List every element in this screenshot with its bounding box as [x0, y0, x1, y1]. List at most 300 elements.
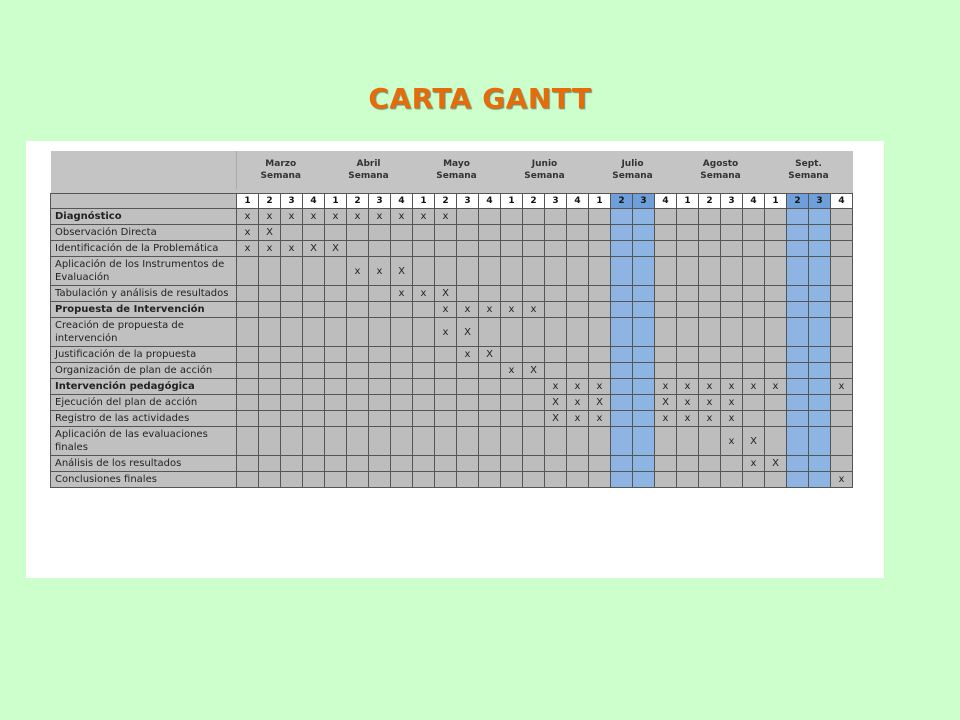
schedule-cell: x	[677, 379, 699, 395]
schedule-cell	[325, 347, 347, 363]
schedule-cell	[721, 318, 743, 347]
schedule-cell	[303, 427, 325, 456]
schedule-cell	[303, 379, 325, 395]
schedule-cell: x	[743, 379, 765, 395]
schedule-cell	[721, 456, 743, 472]
schedule-cell	[479, 363, 501, 379]
schedule-cell	[831, 456, 853, 472]
schedule-cell	[501, 241, 523, 257]
week-number: 2	[699, 194, 721, 209]
schedule-cell	[435, 456, 457, 472]
schedule-cell	[545, 363, 567, 379]
schedule-cell	[589, 209, 611, 225]
schedule-cell	[479, 225, 501, 241]
section-label: Diagnóstico	[51, 209, 237, 225]
week-number: 4	[303, 194, 325, 209]
schedule-cell	[831, 427, 853, 456]
schedule-cell	[787, 241, 809, 257]
schedule-cell	[369, 241, 391, 257]
schedule-cell: X	[545, 395, 567, 411]
schedule-cell	[303, 363, 325, 379]
schedule-cell	[281, 286, 303, 302]
schedule-cell	[391, 472, 413, 488]
week-number: 3	[633, 194, 655, 209]
schedule-cell	[831, 363, 853, 379]
schedule-cell	[391, 395, 413, 411]
schedule-cell	[457, 395, 479, 411]
schedule-cell	[457, 257, 479, 286]
schedule-cell	[633, 456, 655, 472]
activity-label: Ejecución del plan de acción	[51, 395, 237, 411]
schedule-cell: x	[699, 411, 721, 427]
schedule-cell	[611, 209, 633, 225]
schedule-cell	[325, 379, 347, 395]
section-label: Intervención pedagógica	[51, 379, 237, 395]
schedule-cell	[369, 318, 391, 347]
schedule-cell	[765, 347, 787, 363]
schedule-cell	[765, 241, 787, 257]
activity-label: Análisis de los resultados	[51, 456, 237, 472]
schedule-cell	[699, 286, 721, 302]
schedule-cell	[611, 241, 633, 257]
schedule-cell	[611, 347, 633, 363]
schedule-cell	[457, 225, 479, 241]
week-number: 2	[347, 194, 369, 209]
schedule-cell	[523, 347, 545, 363]
schedule-cell	[787, 286, 809, 302]
schedule-cell: x	[325, 209, 347, 225]
schedule-cell	[677, 302, 699, 318]
schedule-cell: x	[501, 363, 523, 379]
schedule-cell	[743, 472, 765, 488]
schedule-cell	[369, 472, 391, 488]
schedule-cell	[413, 411, 435, 427]
schedule-cell	[281, 456, 303, 472]
month-subtitle: Semana	[436, 171, 477, 181]
schedule-cell	[809, 318, 831, 347]
schedule-cell	[633, 225, 655, 241]
schedule-cell: x	[435, 209, 457, 225]
schedule-cell	[281, 395, 303, 411]
schedule-cell	[369, 286, 391, 302]
schedule-cell	[545, 209, 567, 225]
schedule-cell	[303, 318, 325, 347]
schedule-cell	[809, 241, 831, 257]
schedule-cell: X	[391, 257, 413, 286]
schedule-cell	[369, 225, 391, 241]
schedule-cell	[237, 347, 259, 363]
schedule-cell	[611, 379, 633, 395]
schedule-cell	[743, 347, 765, 363]
schedule-cell	[479, 209, 501, 225]
schedule-cell	[523, 379, 545, 395]
schedule-cell	[237, 411, 259, 427]
schedule-cell: x	[765, 379, 787, 395]
schedule-cell	[523, 225, 545, 241]
schedule-cell	[633, 209, 655, 225]
schedule-cell	[369, 456, 391, 472]
schedule-cell	[303, 395, 325, 411]
schedule-cell	[699, 456, 721, 472]
schedule-cell	[479, 472, 501, 488]
schedule-cell: x	[523, 302, 545, 318]
month-subtitle: Semana	[788, 171, 829, 181]
schedule-cell	[523, 456, 545, 472]
schedule-cell	[831, 318, 853, 347]
schedule-cell	[281, 318, 303, 347]
schedule-cell: x	[699, 379, 721, 395]
schedule-cell	[699, 302, 721, 318]
schedule-cell: X	[325, 241, 347, 257]
schedule-cell	[237, 379, 259, 395]
schedule-cell: x	[831, 379, 853, 395]
schedule-cell: x	[281, 241, 303, 257]
schedule-cell	[787, 456, 809, 472]
month-header	[677, 151, 765, 189]
schedule-cell	[743, 209, 765, 225]
schedule-cell	[743, 302, 765, 318]
schedule-cell	[699, 363, 721, 379]
schedule-cell	[743, 286, 765, 302]
week-number: 3	[281, 194, 303, 209]
month-name: Julio	[621, 159, 644, 169]
schedule-cell	[435, 225, 457, 241]
schedule-cell	[347, 456, 369, 472]
schedule-cell	[611, 472, 633, 488]
schedule-cell	[699, 318, 721, 347]
schedule-cell	[655, 302, 677, 318]
schedule-cell	[677, 241, 699, 257]
schedule-cell: X	[435, 286, 457, 302]
schedule-cell	[413, 456, 435, 472]
schedule-cell	[347, 318, 369, 347]
schedule-cell: x	[435, 318, 457, 347]
schedule-cell	[259, 456, 281, 472]
schedule-cell: x	[743, 456, 765, 472]
month-name: Junio	[531, 159, 558, 169]
schedule-cell	[831, 347, 853, 363]
schedule-cell	[721, 347, 743, 363]
schedule-cell	[501, 395, 523, 411]
schedule-cell	[435, 427, 457, 456]
schedule-cell	[281, 363, 303, 379]
schedule-cell	[743, 395, 765, 411]
week-number: 1	[325, 194, 347, 209]
header-corner	[51, 151, 237, 189]
schedule-cell	[677, 363, 699, 379]
schedule-cell	[325, 225, 347, 241]
schedule-cell	[479, 241, 501, 257]
schedule-cell	[699, 225, 721, 241]
schedule-cell	[523, 209, 545, 225]
activity-row	[51, 302, 853, 318]
schedule-cell	[633, 241, 655, 257]
week-number: 4	[831, 194, 853, 209]
schedule-cell: X	[303, 241, 325, 257]
schedule-cell: x	[545, 379, 567, 395]
schedule-cell	[655, 347, 677, 363]
activity-label: Observación Directa	[51, 225, 237, 241]
week-number: 3	[369, 194, 391, 209]
schedule-cell	[479, 427, 501, 456]
schedule-cell: x	[677, 395, 699, 411]
schedule-cell	[369, 302, 391, 318]
schedule-cell	[501, 456, 523, 472]
schedule-cell	[809, 286, 831, 302]
schedule-cell	[721, 302, 743, 318]
schedule-cell	[523, 318, 545, 347]
schedule-cell	[699, 241, 721, 257]
section-label: Propuesta de Intervención	[51, 302, 237, 318]
schedule-cell	[589, 456, 611, 472]
schedule-cell	[633, 395, 655, 411]
schedule-cell	[413, 318, 435, 347]
schedule-cell	[567, 241, 589, 257]
gantt-table	[50, 151, 853, 488]
schedule-cell	[567, 209, 589, 225]
schedule-cell	[677, 286, 699, 302]
schedule-cell	[721, 286, 743, 302]
schedule-cell	[567, 302, 589, 318]
week-number: 4	[479, 194, 501, 209]
week-number: 3	[809, 194, 831, 209]
schedule-cell: x	[303, 209, 325, 225]
schedule-cell	[523, 241, 545, 257]
schedule-cell: x	[655, 379, 677, 395]
schedule-cell	[237, 286, 259, 302]
schedule-cell	[347, 225, 369, 241]
activity-row	[51, 318, 853, 347]
schedule-cell	[259, 472, 281, 488]
schedule-cell	[413, 347, 435, 363]
schedule-cell: X	[479, 347, 501, 363]
schedule-cell	[435, 411, 457, 427]
schedule-cell	[545, 318, 567, 347]
schedule-cell	[721, 257, 743, 286]
schedule-cell: x	[237, 209, 259, 225]
schedule-cell: x	[391, 209, 413, 225]
schedule-cell	[435, 241, 457, 257]
schedule-cell: x	[259, 209, 281, 225]
schedule-cell	[369, 395, 391, 411]
schedule-cell: x	[721, 395, 743, 411]
schedule-cell	[611, 363, 633, 379]
schedule-cell	[633, 427, 655, 456]
schedule-cell	[787, 411, 809, 427]
schedule-cell	[809, 456, 831, 472]
schedule-cell	[479, 456, 501, 472]
schedule-cell: X	[457, 318, 479, 347]
schedule-cell: x	[259, 241, 281, 257]
schedule-cell	[787, 347, 809, 363]
schedule-cell	[633, 347, 655, 363]
schedule-cell	[369, 411, 391, 427]
schedule-cell	[831, 411, 853, 427]
activity-label: Aplicación de los Instrumentos de Evaluación	[51, 257, 237, 286]
activity-row	[51, 209, 853, 225]
schedule-cell	[611, 286, 633, 302]
schedule-cell	[809, 347, 831, 363]
schedule-cell	[303, 225, 325, 241]
schedule-cell: x	[677, 411, 699, 427]
schedule-cell	[457, 379, 479, 395]
schedule-cell	[721, 363, 743, 379]
week-number: 3	[721, 194, 743, 209]
week-number: 1	[413, 194, 435, 209]
page-title: CARTA GANTT	[368, 82, 592, 115]
schedule-cell	[479, 318, 501, 347]
activity-label: Identificación de la Problemática	[51, 241, 237, 257]
month-subtitle: Semana	[348, 171, 389, 181]
schedule-cell	[677, 257, 699, 286]
schedule-cell	[765, 302, 787, 318]
schedule-cell	[259, 318, 281, 347]
schedule-cell	[765, 257, 787, 286]
schedule-cell	[545, 347, 567, 363]
schedule-cell	[831, 286, 853, 302]
schedule-cell	[589, 363, 611, 379]
schedule-cell	[765, 411, 787, 427]
schedule-cell	[501, 318, 523, 347]
schedule-cell	[677, 318, 699, 347]
schedule-cell	[237, 427, 259, 456]
schedule-cell	[809, 302, 831, 318]
activity-row	[51, 257, 853, 286]
schedule-cell	[655, 286, 677, 302]
schedule-cell	[611, 302, 633, 318]
schedule-cell	[765, 472, 787, 488]
schedule-cell	[237, 472, 259, 488]
schedule-cell	[787, 363, 809, 379]
schedule-cell	[699, 209, 721, 225]
week-number: 2	[787, 194, 809, 209]
schedule-cell: X	[545, 411, 567, 427]
schedule-cell: x	[435, 302, 457, 318]
schedule-cell	[655, 257, 677, 286]
month-header	[237, 151, 325, 189]
schedule-cell: x	[237, 225, 259, 241]
schedule-cell	[611, 318, 633, 347]
schedule-cell	[413, 379, 435, 395]
schedule-cell	[281, 257, 303, 286]
schedule-cell	[325, 257, 347, 286]
schedule-cell: x	[457, 302, 479, 318]
schedule-cell	[501, 257, 523, 286]
week-number: 1	[237, 194, 259, 209]
schedule-cell	[809, 395, 831, 411]
schedule-cell	[589, 225, 611, 241]
schedule-cell	[831, 225, 853, 241]
schedule-cell	[545, 456, 567, 472]
schedule-cell	[523, 427, 545, 456]
schedule-cell	[413, 225, 435, 241]
schedule-cell	[259, 379, 281, 395]
schedule-cell: X	[743, 427, 765, 456]
schedule-cell	[347, 427, 369, 456]
schedule-cell	[655, 225, 677, 241]
schedule-cell	[677, 456, 699, 472]
schedule-cell	[611, 456, 633, 472]
activity-row	[51, 225, 853, 241]
month-header	[765, 151, 853, 189]
schedule-cell	[721, 241, 743, 257]
schedule-cell	[633, 302, 655, 318]
activity-row	[51, 241, 853, 257]
schedule-cell	[611, 411, 633, 427]
schedule-cell	[259, 395, 281, 411]
activity-label: Organización de plan de acción	[51, 363, 237, 379]
schedule-cell	[567, 363, 589, 379]
schedule-cell	[831, 395, 853, 411]
month-subtitle: Semana	[524, 171, 565, 181]
week-number: 4	[655, 194, 677, 209]
schedule-cell	[787, 257, 809, 286]
schedule-cell	[809, 363, 831, 379]
schedule-cell	[633, 363, 655, 379]
schedule-cell	[369, 363, 391, 379]
schedule-cell	[765, 225, 787, 241]
schedule-cell	[677, 209, 699, 225]
schedule-cell	[237, 456, 259, 472]
schedule-cell	[699, 472, 721, 488]
schedule-cell	[347, 347, 369, 363]
schedule-cell	[479, 379, 501, 395]
week-number: 4	[567, 194, 589, 209]
schedule-cell: x	[369, 209, 391, 225]
schedule-cell	[303, 286, 325, 302]
schedule-cell: x	[501, 302, 523, 318]
schedule-cell	[589, 286, 611, 302]
week-number: 2	[435, 194, 457, 209]
schedule-cell	[501, 286, 523, 302]
schedule-cell	[699, 427, 721, 456]
week-number: 1	[765, 194, 787, 209]
schedule-cell	[369, 427, 391, 456]
schedule-cell: x	[391, 286, 413, 302]
schedule-cell	[677, 347, 699, 363]
schedule-cell	[721, 225, 743, 241]
schedule-cell: X	[655, 395, 677, 411]
schedule-cell	[237, 363, 259, 379]
schedule-cell: x	[413, 209, 435, 225]
week-number: 4	[391, 194, 413, 209]
schedule-cell	[501, 472, 523, 488]
schedule-cell	[589, 347, 611, 363]
schedule-cell	[259, 411, 281, 427]
schedule-cell	[589, 318, 611, 347]
month-header	[501, 151, 589, 189]
schedule-cell	[391, 379, 413, 395]
schedule-cell	[479, 411, 501, 427]
schedule-cell	[809, 257, 831, 286]
month-name: Abril	[356, 159, 381, 169]
schedule-cell	[501, 347, 523, 363]
schedule-cell	[501, 225, 523, 241]
schedule-cell	[721, 472, 743, 488]
schedule-cell	[435, 257, 457, 286]
activity-label: Registro de las actividades	[51, 411, 237, 427]
schedule-cell	[765, 318, 787, 347]
schedule-cell	[589, 427, 611, 456]
schedule-cell	[413, 302, 435, 318]
schedule-cell	[347, 363, 369, 379]
schedule-cell	[391, 241, 413, 257]
schedule-cell	[391, 363, 413, 379]
schedule-cell	[391, 225, 413, 241]
schedule-cell	[523, 395, 545, 411]
schedule-cell	[523, 286, 545, 302]
schedule-cell: X	[523, 363, 545, 379]
